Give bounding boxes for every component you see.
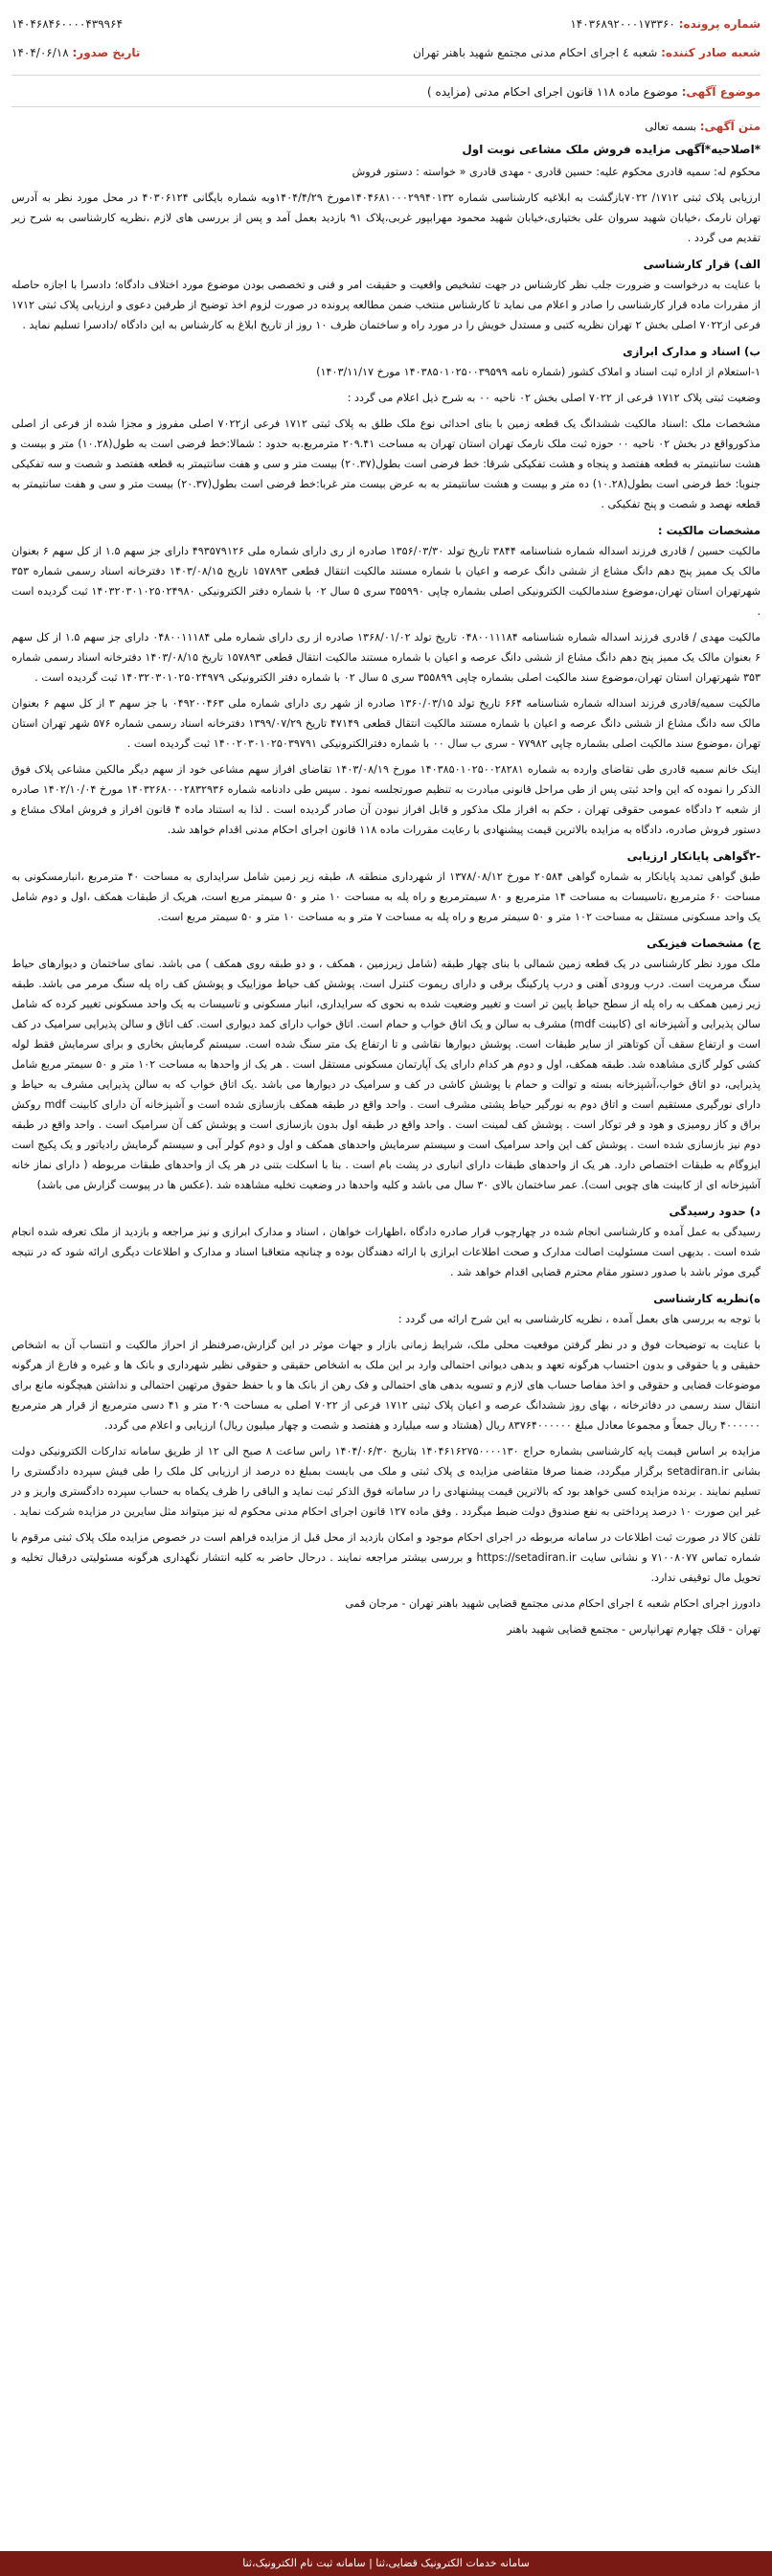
section-heading: الف) قرار کارشناسی [643,258,761,271]
doc-number [11,10,123,38]
paragraph: مالکیت حسین / قادری فرزند اسداله شماره شناسنامه ۳۸۴۴ تاریخ تولد ۱۳۵۶/۰۳/۳۰ صادره از ری دارای شماره ملی ۴۹۳۵۷۹۱۲۶ دارای جز سهم ۱.۵ از کل سهم ۶ بعنوان مالک یک ممیز پنج دهم دانگ مشاع از ششی دانگ عرصه و اعیان با شماره مستند مالکیت انتقال قطعی ۱۵۷۸۹۳ تاریخ ۱۴۰۳/۰۸/۱۵ دفترخانه اسناد رسمی شماره ۳۵۳ شهرتهران استان تهران،موضوع سندمالکیت الکترونیکی اصلی بشماره چاپی ۳۵۵۹۹۰ سری ۵ سال ۰۲ با شماره دفتر الکترونیکی ۱۴۰۳۲۰۳۰۱۰۲۵۰۲۴۹۸۰ ثبت گردیده است . [11,545,761,618]
file-number [570,10,761,38]
section-heading: ج) مشخصات فیزیکی [647,937,761,950]
issuing-branch [413,38,761,67]
paragraph: ارزیابی پلاک ثبتی ۱۷۱۲/ ۷۰۲۲بازگشت به ابلاغیه کارشناسی شماره ۱۴۰۴۶۸۱۰۰۰۲۹۹۴۰۱۳۲مورخ ۱۴۰۴/۴/۲۹وبه شماره بایگانی ۴۰۳۰۶۱۲۴ در محل مورد نظر به آدرس تهران نارمک ،خیابان شهید سروان علی بختیاری،خیابان شهید محمود مهرابپور غربی،پلاک ۹۱ بازدید بعمل آمد و پس از بررسی های لازم ،نظریه کارشناسی به شرح زیر تقدیم می گردد . [11,192,761,244]
file-number-value: ۱۴۰۳۶۸۹۲۰۰۰۱۷۳۳۶۰ [570,17,675,31]
subject-value: موضوع ماده ۱۱۸ قانون اجرای احکام مدنی (مزایده ) [426,85,678,99]
subject [11,85,761,99]
paragraph: مشخصات ملک :اسناد مالکیت ششدانگ یک قطعه زمین با بنای احداثی نوع ملک طلق به پلاک ثبتی ۱۷۱۲ فرعی از۷۰۲۲ اصلی مفروز و مجزا شده از فرعی از اصلی مذکورواقع در بخش ۰۲ ناحیه ۰۰ حوزه ثبت ملک نارمک تهران استان تهران به مساحت ۲۰۹.۴۱ مترمربع.به حدود : شمالا:خط فرضی است به طول(۱۰.۲۸) متر و بیست و هشت سانتیمتر به قطعه هفتصد و پنجاه و هشت تفکیکی شرقا: خط فرضی است بطول(۲۰.۳۷) بیست متر و سی و هفت سانتیمتر به قطعه هفتصد و شصت و سه تفکیکی جنوبا: خط فرضی است بطول(۱۰.۲۸) ده متر و بیست و هشت سانتیمتر به به عرض بیست متر غربا:خط فرضی است بطول(۲۰.۳۷) بیست متر و سی و هفت سانتیمتر به قطعه نهصد و شصت و پنج تفکیکی . [11,418,761,510]
parties: محکوم له: سمیه قادری محکوم علیه: حسین قادری - مهدی قادری « خواسته : دستور فروش [352,166,761,178]
section-heading: ه)نظریه کارشناسی [653,1292,761,1305]
body-heading: متن آگهی: [699,120,761,133]
signature: دادورز اجرای احکام شعبه ٤ اجرای احکام مدنی مجتمع قضایی شهید باهنر تهران - مرجان قمی [345,1597,761,1610]
section-heading: ب) اسناد و مدارک ابرازی [623,345,761,358]
paragraph: ملک مورد نظر کارشناسی در یک قطعه زمین شمالی با بنای چهار طبقه (شامل زیرزمین ، همکف ، و دو طبقه روی همکف ) می باشد. نمای ساختمان و دیوارهای حیاط سنگ مرمریت است. درب ورودی آهنی و درب پارکینگ برقی و دارای ریموت کنترل است. پوشش کف حیاط موزاییک و پوشش کف راه پله سنگ مرمر می باشد. طبقه زیر زمین همکف به راه پله از سطح حیاط پایین تر است و تغییر وضعیت شده به نحوی که سرایداری، انبار مسکونی و تاسیسات به یک واحد مسکونی تغییر کرده که شامل سالن پذیرایی و آشپزخانه ای (کابینت mdf) مشرف به سالن و یک اتاق خواب و حمام است. اتاق خواب دارای کمد دیواری است. کف اتاق و سالن پذیرایی سرامیک در کف است و ارتفاع سقف آن کوتاهتر از سایر طبقات است. پوشش دیوارها نقاشی و تا ارتفاع یک متر سنگ شده است. سیستم گرمایش بخاری و برای سرمایش فقط لوله کشی کولر گازی مشاهده شد. طبقه همکف، اول و دوم هر کدام دارای یک آپارتمان مسکونی مستقل است . هر یک از واحدها به مساحت ۱۰۲ متر و ۵۰ سیمتر مربع شامل پذیرایی، دو اتاق خواب،آشپزخانه بسته و توالت و حمام با پوشش کاشی در کف و سرامیک در دیوارها می باشد .یک اتاق خواب که به سالن پذیرایی مشرف به حیاط و دارای نورگیری مستقیم است و اتاق دوم به نورگیر حیاط پشتی مشرف است . واحد واقع در طبقه همکف بازسازی شده است و آشپزخانه آن دارای کابینت mdf روکش براق و کاز رومیزی و هود و فر توکار است . پوشش کف لمینت است . واحد واقع در طبقه اول بدون بازسازی است و پوشش کف آن سرامیک است . واحد واقع در طبقه دوم نیز بازسازی شده است . پوشش کف این واحد سرامیک است و سیستم سرمایش واحدهای همکف و اول و دوم کولر آبی و سیستم گرمایش رادیاتور و یک پکیج است ایزوگام به طبقات اختصاص دارد. هر یک از واحدهای طبقات دارای انباری در پشت بام است . بنا با اسکلت بتنی در هر یک از واحدهای طبقات مربوطه ( دارای نماز خانه آشپزخانه ای از کابینت های چوبی است). عمر ساختمان بالای ۳۰ سال می باشد و کلیه واحدها در وضعیت تخلیه مشاهده شد .(عکس ها در پیوست گزارش می باشد) [11,958,761,1191]
subject-label: موضوع آگهی: [681,85,761,99]
address: تهران - قلک چهارم تهرانپارس - مجتمع قضایی شهید باهنر [507,1623,761,1636]
paragraph: مزایده بر اساس قیمت پایه کارشناسی بشماره حراج ۱۴۰۴۶۱۶۲۷۵۰۰۰۰۱۳۰ بتاریخ ۱۴۰۴/۰۶/۳۰ راس ساعت ۸ صبح الی ۱۲ از طریق سامانه تدارکات الکترونیکی دولت بشانی setadiran.ir برگزار میگردد، ضمنا صرفا متقاضی مزایده ی پلاک ثبتی و ملک می بایست بمبلغ ده درصد از ارزیابی کل ملک را طی فیش سپرده دادگستری را تسلیم نمایند . برنده مزایده کسی خواهد بود که بالاترین قیمت پیشنهادی را در سامانه فوق الذکر ثبت نماید و الباقی را ظرف یکماه به حساب سپرده دادگستری واریز و در غیر این صورت ۱۰ درصد پرداختی به نفع صندوق دولت ضبط میگردد . وفق ماده ۱۲۷ قانون اجرای احکام مدنی محکوم له نیز میتواند مثل سایرین در مزایده شرکت نماید . [11,1445,761,1518]
section-heading: د) حدود رسیدگی [669,1205,761,1218]
section-heading: -۲گواهی پایانکار ارزیابی [626,849,761,863]
doc-number-value: ۱۴۰۴۶۸۴۶۰۰۰۰۴۳۹۹۶۴ [11,17,124,31]
opening: بسمه تعالی [645,121,697,133]
paragraph: وضعیت ثبتی پلاک ۱۷۱۲ فرعی از ۷۰۲۲ اصلی بخش ۰۲ ناحیه ۰۰ به شرح ذیل اعلام می گردد : [347,392,761,404]
paragraph: طبق گواهی تمدید پایانکار به شماره گواهی ۲۰۵۸۴ مورخ ۱۳۷۸/۰۸/۱۲ از شهرداری منطقه ۸، طبقه زیر زمین شامل سرایداری به مساحت ۴۰ مترمربع ،انبارمسکونی به مساحت ۶۰ مترمربع ،تاسیسات به مساحت ۱۴ مترمربع و ۸۰ سیمترمربع و راه پله به مساحت ۱۰ متر و ۵۰ سیمتر مربع است، هریک از طبقات همکف ،اول و دوم شامل یک واحد مسکونی مستقل به مساحت ۱۰۲ متر و ۵۰ سیمتر مربع و راه پله به مساحت ۷ متر و به مساحت ۱۰ متر و ۵۰ سیمتر مربع است. [11,870,761,923]
issuing-branch-label: شعبه صادر کننده: [661,46,761,59]
notice-title: *اصلاحیه*آگهی مزایده فروش ملک مشاعی نوبت اول [462,143,761,156]
issuing-branch-value: شعبه ٤ اجرای احکام مدنی مجتمع شهید باهنر تهران [412,46,658,59]
issue-date [11,38,140,67]
paragraph: رسیدگی به عمل آمده و کارشناسی انجام شده در چهارچوب قرار صادره دادگاه ،اظهارات خواهان ، اسناد و مدارک ابرازی و نیز مراجعه و بازدید از ملک تعرفه شده انجام شده است . بدیهی است مسئولیت اصالت مدارک و صحت اطلاعات ابرازی با ارائه دهندگان بوده و چنانچه متعاقبا اسناد و مدارک و اطلاعات دیگری ارائه شود که در نتیجه گیری موثر باشد با صدور دستور مقام محترم قضایی اقدام خواهد شد . [11,1226,761,1278]
paragraph: ۱-استعلام از اداره ثبت اسناد و املاک کشور (شماره نامه ۱۴۰۳۸۵۰۱۰۲۵۰۰۳۹۵۹۹ مورخ ۱۴۰۳/۱۱/۱۷) [316,366,761,378]
paragraph: مالکیت مهدی / قادری فرزند اسداله شماره شناسنامه ۰۴۸۰۰۱۱۱۸۴ تاریخ تولد ۱۳۶۸/۰۱/۰۲ صادره از ری دارای شماره ملی ۰۴۸۰۰۱۱۱۸۴ دارای جز سهم ۱.۵ از کل سهم ۶ بعنوان مالک یک ممیز پنج دهم دانگ مشاع از ششی دانگ عرصه و اعیان با شماره مستند مالکیت انتقال قطعی ۱۵۷۸۹۳ تاریخ ۱۴۰۳/۰۸/۱۵ دفترخانه اسناد رسمی شماره ۳۵۳ شهرتهران استان تهران،موضوع سند مالکیت اصلی بشماره چاپی ۳۵۵۸۹۹ سری ۵ سال ۰۲ با شماره دفتر الکترونیکی ۱۴۰۳۲۰۳۰۱۰۲۵۰۲۴۹۷۹ ثبت گردیده است . [11,631,761,684]
paragraph: اینک خانم سمیه قادری طی تقاضای وارده به شماره ۱۴۰۳۸۵۰۱۰۲۵۰۰۲۸۲۸۱ مورخ ۱۴۰۳/۰۸/۱۹ تقاضای افراز سهم مشاعی خود از سهم دیگر مالکین مشاعی پلاک فوق الذکر را نموده که این واحد ثبتی پس از طی مراحل قانونی مبادرت به تنظیم صورتجلسه نمود . سپس طی دادنامه شماره ۱۴۰۳۲۶۸۰۰۰۲۸۳۲۹۳۶ مورخ ۱۴۰۲/۱۰/۰۴ صادره از شعبه ۲ دادگاه عمومی حقوقی تهران ، حکم به افراز ملک مذکور و قابل افراز نبودن آن صادر گردیده است . لذا به استناد ماده ۴ قانون افراز و فروش املاک مشاع و دستور فروش صادره، دادگاه به مزایده بالاترین قیمت پیشنهادی با رعایت مقررات ماده ۱۱۸ قانون اجرای احکام مدنی اقدام خواهد شد. [11,763,761,836]
paragraph: تلفن کالا در صورت ثبت اطلاعات در سامانه مربوطه در اجرای احکام موجود و امکان بازدید از محل قبل از مزایده فراهم است در خصوص مزایده ملک پلاک ثبتی مرقوم با شماره تماس ۷۱۰۰۸۰۷۷ و نشانی سایت https://setadiran.ir و بررسی بیشتر مراجعه نمایند . درحال حاضر به کلیه انتشار نگهداری هرگونه مسئولیتی درقبال تخلیه و تحویل مال توقیفی ندارد. [11,1531,761,1584]
footer-bar [0,2551,772,2576]
paragraph: با عنایت به توضیحات فوق و در نظر گرفتن موقعیت محلی ملک، شرایط زمانی بازار و جهات موثر در این گزارش،صرفنظر از احراز مالکیت و انتساب آن به اشخاص حقیقی و یا حقوقی و بدون احتساب هرگونه تعهد و بدهی دیوانی احتمالی وارد بر این ملک به اشخاص حقیقی و حقوقی نظیر شهرداری و بانک ها و غیره و فارغ از هرگونه موضوعات قضایی و حقوقی و اخذ مفاصا حساب های لازم و تسویه بدهی های احتمالی و فک رهن از بانک ها و با حفظ حقوق مرتهین احتمالی و نداشتن هیچگونه مانع برای انتقال سند رسمی در دفاترخانه ، بهای روز ششدانگ عرصه و اعیان پلاک ثبتی ۱۷۱۲ فرعی از ۷۰۲۲ اصلی به مساحت ۲۰۹ متر و ۴۱ دسی مترمربع از قرار هر مترمربع ۴۰۰۰۰۰۰ ریال جمعاً و مجموعا معادل مبلغ ۸۳۷۶۴۰۰۰۰۰۰ ریال (هشتاد و سه میلیارد و هفتصد و شصت و چهار میلیون ریال) ارزیابی و اعلام می گردد. [11,1339,761,1432]
notice-body [11,117,761,1639]
file-number-label: شماره پرونده: [678,17,761,31]
header-row-2 [11,38,761,67]
paragraph: با عنایت به درخواست و ضرورت جلب نظر کارشناس در جهت تشخیص واقعیت و حقیقت امر و فنی و تخصصی بودن موضوع مورد اختلاف دادگاه؛ دادسرا با اجازه حاصله از مقررات ماده قرار کارشناسی را صادر و اعلام می نماید تا کارشناس منتخب ضمن مطالعه پرونده در صورت لزوم اخذ توضیح از طرفین دعوی و ارزیابی پلاک ثبتی ۱۷۱۲ فرعی از۷۰۲۲ اصلی بخش ۲ تهران نظریه کتبی و مستدل خویش را در مورد راه و ساختمان ظرف ۱۰ روز از تاریخ ابلاغ به کارشناس به این دادگاه /دادسرا تسلیم نماید . [11,279,761,331]
section-heading: مشخصات مالکیت : [657,524,761,537]
issue-date-label: تاریخ صدور: [72,46,141,59]
issue-date-value: ۱۴۰۴/۰۶/۱۸ [11,46,69,59]
header-row-1 [11,10,761,38]
paragraph: مالکیت سمیه/قادری فرزند اسداله شماره شناسنامه ۶۶۴ تاریخ تولد ۱۳۶۰/۰۳/۱۵ صادره از شهر ری دارای شماره ملی ۰۴۹۲۰۰۴۶۳ با جز سهم ۳ از کل سهم ۶ بعنوان مالک سه دانگ مشاع از ششی دانگ عرصه و اعیان با شماره مستند مالکیت انتقال قطعی ۴۷۱۴۹ تاریخ ۱۳۹۹/۰۷/۲۹ دفترخانه اسناد رسمی شماره ۵۷۶ شهر تهران استان تهران ،موضوع سند مالکیت اصلی بشماره چاپی ۷۷۹۸۲ - سری ب سال ۰۰ با شماره دفترالکترونیکی ۱۴۰۰۲۰۳۰۱۰۲۵۰۳۹۷۹۱ ثبت گردیده است . [11,697,761,750]
footer-text: سامانه خدمات الکترونیک قضایی،ثنا | سامانه ثبت نام الکترونیک،ثنا [242,2557,530,2569]
paragraph: با توجه به بررسی های بعمل آمده ، نظریه کارشناسی به این شرح ارائه می گردد : [397,1313,761,1325]
divider [11,75,761,76]
divider [11,106,761,107]
